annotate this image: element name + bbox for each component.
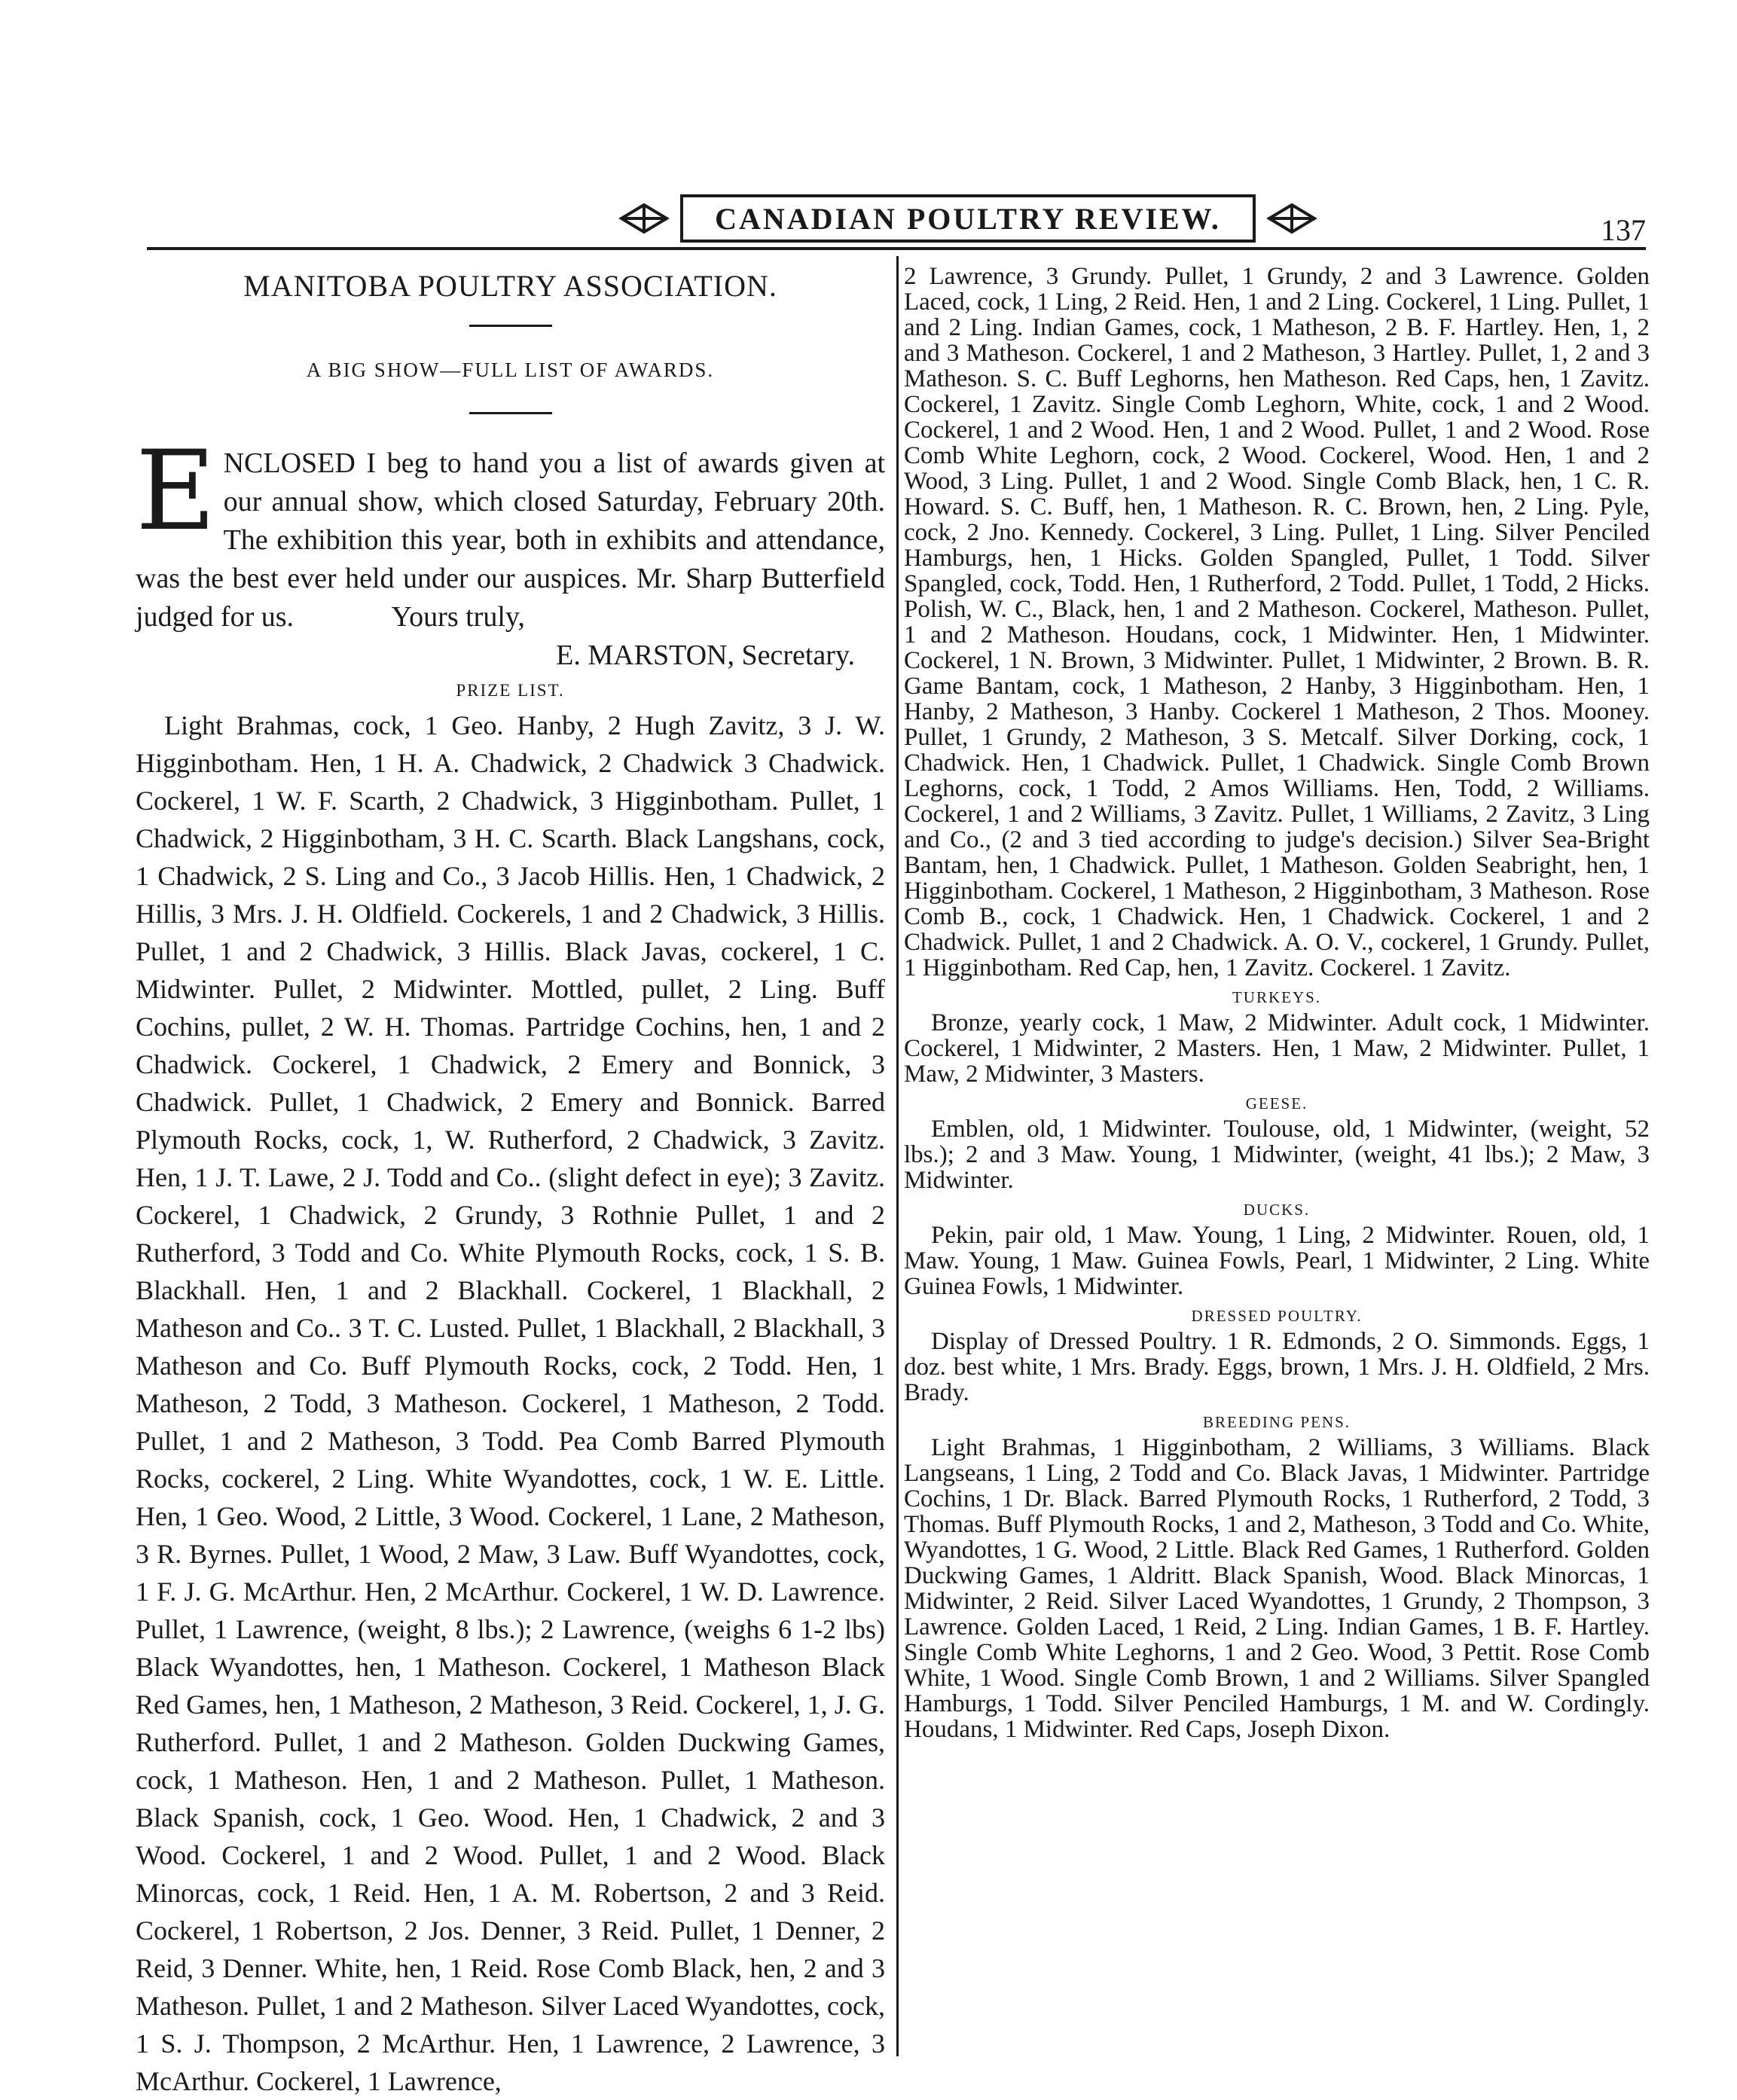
turkeys-heading: TURKEYS. bbox=[1232, 988, 1322, 1006]
dressed-poultry-heading: DRESSED POULTRY. bbox=[1191, 1307, 1363, 1325]
masthead-ornament bbox=[614, 191, 1322, 246]
article-title: MANITOBA POULTRY ASSOCIATION. bbox=[243, 269, 777, 303]
title-rule bbox=[469, 325, 552, 327]
ducks-heading: DUCKS. bbox=[1243, 1201, 1311, 1219]
article-subtitle: A BIG SHOW—FULL LIST OF AWARDS. bbox=[306, 359, 715, 381]
dressed-poultry-text: Display of Dressed Poultry. 1 R. Edmonds, 2 O. Simmonds. Eggs, 1 doz. best white, 1 Mrs. Brady. Eggs, brown, 1 Mrs. J. H. Oldfield, 2 Mrs. Brady. bbox=[904, 1328, 1650, 1406]
breeding-pens-text: Light Brahmas, 1 Higginbotham, 2 Williams, 3 Williams. Black Langseans, 1 Ling, 2 Todd and Co. Black Javas, 1 Midwinter. Partridge Cochins, 1 Dr. Black. Barred Plymouth Rocks, 1 Rutherford, 2 Todd, 3 Thomas. Buff Plymouth Rocks, 1 and 2, Matheson, 3 Todd and Co. White, Wyandottes, 1 G. Wood, 2 Little. Black Red Games, 1 Rutherford. Golden Duckwing Games, 1 Aldritt. Black Spanish, Wood. Black Minorcas, 1 Midwinter, 2 Reid. Silver Laced Wyandottes, 1 Grundy, 2 Thompson, 3 Lawrence. Golden Laced, 1 Reid, 2 Ling. Indian Games, 1 B. F. Hartley. Single Comb White Leghorns, 1 and 2 Geo. Wood, 3 Pettit. Rose Comb White, 1 Wood. Single Comb Brown, 1 and 2 Williams. Silver Spangled Hamburgs, 1 Todd. Silver Penciled Hamburgs, 1 M. and W. Cordingly. Houdans, 1 Midwinter. Red Caps, Joseph Dixon. bbox=[904, 1434, 1650, 1743]
signature: E. MARSTON, Secretary. bbox=[556, 639, 855, 671]
masthead-title: CANADIAN POULTRY REVIEW. bbox=[715, 202, 1221, 236]
intro-paragraph bbox=[136, 427, 885, 636]
subtitle-rule bbox=[469, 412, 552, 414]
column-divider bbox=[896, 256, 899, 2056]
left-column bbox=[136, 264, 885, 2096]
turkeys-text: Bronze, yearly cock, 1 Maw, 2 Midwinter. Adult cock, 1 Midwinter. Cockerel, 1 Midwinter, 2 Masters. Hen, 1 Maw, 2 Midwinter. Pullet, 1 Maw, 2 Midwinter, 3 Masters. bbox=[904, 1009, 1650, 1088]
closing-text: Yours truly, bbox=[391, 601, 525, 633]
header-rule bbox=[147, 247, 1646, 250]
drop-cap: E bbox=[136, 427, 216, 555]
prize-list-continued: 2 Lawrence, 3 Grundy. Pullet, 1 Grundy, 2 and 3 Lawrence. Golden Laced, cock, 1 Ling, 2 Reid. Hen, 1 and 2 Ling. Cockerel, 1 Ling. Pullet, 1 and 2 Ling. Indian Games, cock, 1 Matheson, 2 B. F. Hartley. Hen, 1, 2 and 3 Matheson. Cockerel, 1 and 2 Matheson, 3 Hartley. Pullet, 1, 2 and 3 Matheson. S. C. Buff Leghorns, hen Matheson. Red Caps, hen, 1 Zavitz. Cockerel, 1 Zavitz. Single Comb Leghorn, White, cock, 1 and 2 Wood. Cockerel, 1 and 2 Wood. Hen, 1 and 2 Wood. Pullet, 1 and 2 Wood. Rose Comb White Leghorn, cock, 2 Wood. Cockerel, Wood. Hen, 1 and 2 Wood, 3 Ling. Pullet, 1 and 2 Wood. Single Comb Black, hen, 1 C. R. Howard. S. C. Buff, hen, 1 Matheson. R. C. Brown, hen, 2 Ling. Pyle, cock, 2 Jno. Kennedy. Cockerel, 3 Ling. Pullet, 1 Ling. Silver Penciled Hamburgs, hen, 1 Hicks. Golden Spangled, Pullet, 1 Todd. Silver Spangled, cock, Todd. Hen, 1 Rutherford, 2 Todd. Pullet, 1 Todd, 2 Hicks. Polish, W. C., Black, hen, 1 and 2 Matheson. Cockerel, Matheson. Pullet, 1 and 2 Matheson. Houdans, cock, 1 Midwinter. Hen, 1 Midwinter. Cockerel, 1 N. Brown, 3 Midwinter. Pullet, 1 Midwinter, 2 Brown. B. R. Game Bantam, cock, 1 Matheson, 2 Hanby, 3 Higginbotham. Hen, 1 Hanby, 2 Matheson, 3 Hanby. Cockerel 1 Matheson, 2 Thos. Mooney. Pullet, 1 Grundy, 2 Matheson, 3 S. Metcalf. Silver Dorking, cock, 1 Chadwick. Hen, 1 Chadwick. Pullet, 1 Chadwick. Single Comb Brown Leghorns, cock, 1 Todd, 2 Amos Williams. Hen, Todd, 2 Williams. Cockerel, 1 and 2 Williams, 3 Zavitz. Pullet, 1 Williams, 2 Zavitz, 3 Ling and Co., (2 and 3 tied according to judge's decision.) Silver Sea-Bright Bantam, hen, 1 Chadwick. Pullet, 1 Matheson. Golden Seabright, hen, 1 Higginbotham. Cockerel, 1 Matheson, 2 Higginbotham, 3 Matheson. Rose Comb B., cock, 1 Chadwick. Hen, 1 Chadwick. Cockerel, 1 and 2 Chadwick. Pullet, 1 and 2 Chadwick. A. O. V., cockerel, 1 Grundy. Pullet, 1 Higginbotham. Red Cap, hen, 1 Zavitz. Cockerel. 1 Zavitz. bbox=[904, 263, 1650, 981]
prize-list-text: Light Brahmas, cock, 1 Geo. Hanby, 2 Hugh Zavitz, 3 J. W. Higginbotham. Hen, 1 H. A. Chadwick, 2 Chadwick 3 Chadwick. Cockerel, 1 W. F. Scarth, 2 Chadwick, 3 Higginbotham. Pullet, 1 Chadwick, 2 Higginbotham, 3 H. C. Scarth. Black Langshans, cock, 1 Chadwick, 2 S. Ling and Co., 3 Jacob Hillis. Hen, 1 Chadwick, 2 Hillis, 3 Mrs. J. H. Oldfield. Cockerels, 1 and 2 Chadwick, 3 Hillis. Pullet, 1 and 2 Chadwick, 3 Hillis. Black Javas, cockerel, 1 C. Midwinter. Pullet, 2 Midwinter. Mottled, pullet, 2 Ling. Buff Cochins, pullet, 2 W. H. Thomas. Partridge Cochins, hen, 1 and 2 Chadwick. Cockerel, 1 Chadwick, 2 Emery and Bonnick, 3 Chadwick. Pullet, 1 Chadwick, 2 Emery and Bonnick. Barred Plymouth Rocks, cock, 1, W. Rutherford, 2 Chadwick, 3 Zavitz. Hen, 1 J. T. Lawe, 2 J. Todd and Co.. (slight defect in eye); 3 Zavitz. Cockerel, 1 Chadwick, 2 Grundy, 3 Rothnie Pullet, 1 and 2 Rutherford, 3 Todd and Co. White Plymouth Rocks, cock, 1 S. B. Blackhall. Hen, 1 and 2 Blackhall. Cockerel, 1 Blackhall, 2 Matheson and Co.. 3 T. C. Lusted. Pullet, 1 Blackhall, 2 Blackhall, 3 Matheson and Co. Buff Plymouth Rocks, cock, 2 Todd. Hen, 1 Matheson, 2 Todd, 3 Matheson. Cockerel, 1 Matheson, 2 Todd. Pullet, 1 and 2 Matheson, 3 Todd. Pea Comb Barred Plymouth Rocks, cockerel, 2 Ling. White Wyandottes, cock, 1 W. E. Little. Hen, 1 Geo. Wood, 2 Little, 3 Wood. Cockerel, 1 Lane, 2 Matheson, 3 R. Byrnes. Pullet, 1 Wood, 2 Maw, 3 Law. Buff Wyandottes, cock, 1 F. J. G. McArthur. Hen, 2 McArthur. Cockerel, 1 W. D. Lawrence. Pullet, 1 Lawrence, (weight, 8 lbs.); 2 Lawrence, (weighs 6 1-2 lbs) Black Wyandottes, hen, 1 Matheson. Cockerel, 1 Matheson Black Red Games, hen, 1 Matheson, 2 Matheson, 3 Reid. Cockerel, 1, J. G. Rutherford. Pullet, 1 and 2 Matheson. Golden Duckwing Games, cock, 1 Matheson. Hen, 1 and 2 Matheson. Pullet, 1 Matheson. Black Spanish, cock, 1 Geo. Wood. Hen, 1 Chadwick, 2 and 3 Wood. Cockerel, 1 and 2 Wood. Pullet, 1 and 2 Wood. Black Minorcas, cock, 1 Reid. Hen, 1 A. M. Robertson, 2 and 3 Reid. Cockerel, 1 Robertson, 2 Jos. Denner, 3 Reid. Pullet, 1 Denner, 2 Reid, 3 Denner. White, hen, 1 Reid. Rose Comb Black, hen, 2 and 3 Matheson. Pullet, 1 and 2 Matheson. Silver Laced Wyandottes, cock, 1 S. J. Thompson, 2 McArthur. Hen, 1 Lawrence, 2 Lawrence, 3 McArthur. Cockerel, 1 Lawrence, bbox=[136, 710, 885, 2096]
breeding-pens-heading: BREEDING PENS. bbox=[1202, 1413, 1351, 1431]
geese-text: Emblen, old, 1 Midwinter. Toulouse, old, 1 Midwinter, (weight, 52 lbs.); 2 and 3 Maw. Young, 1 Midwinter, (weight, 41 lbs.); 2 Maw, 3 Midwinter. bbox=[904, 1116, 1650, 1194]
right-column bbox=[904, 264, 1650, 2056]
geese-heading: GEESE. bbox=[1245, 1094, 1308, 1113]
prize-list-heading: PRIZE LIST. bbox=[456, 681, 565, 700]
intro-text: NCLOSED I beg to hand you a list of awards given at our annual show, which closed Saturday, February 20th. The exhibition this year, both in exhibits and attendance, was the best ever held under our auspices. Mr. Sharp Butterfield judged for us. bbox=[136, 447, 885, 633]
ducks-text: Pekin, pair old, 1 Maw. Young, 1 Ling, 2 Midwinter. Rouen, old, 1 Maw. Young, 1 Maw. Guinea Fowls, Pearl, 1 Midwinter, 2 Ling. White Guinea Fowls, 1 Midwinter. bbox=[904, 1222, 1650, 1300]
page-number: 137 bbox=[1601, 213, 1646, 247]
page-header bbox=[147, 187, 1646, 255]
